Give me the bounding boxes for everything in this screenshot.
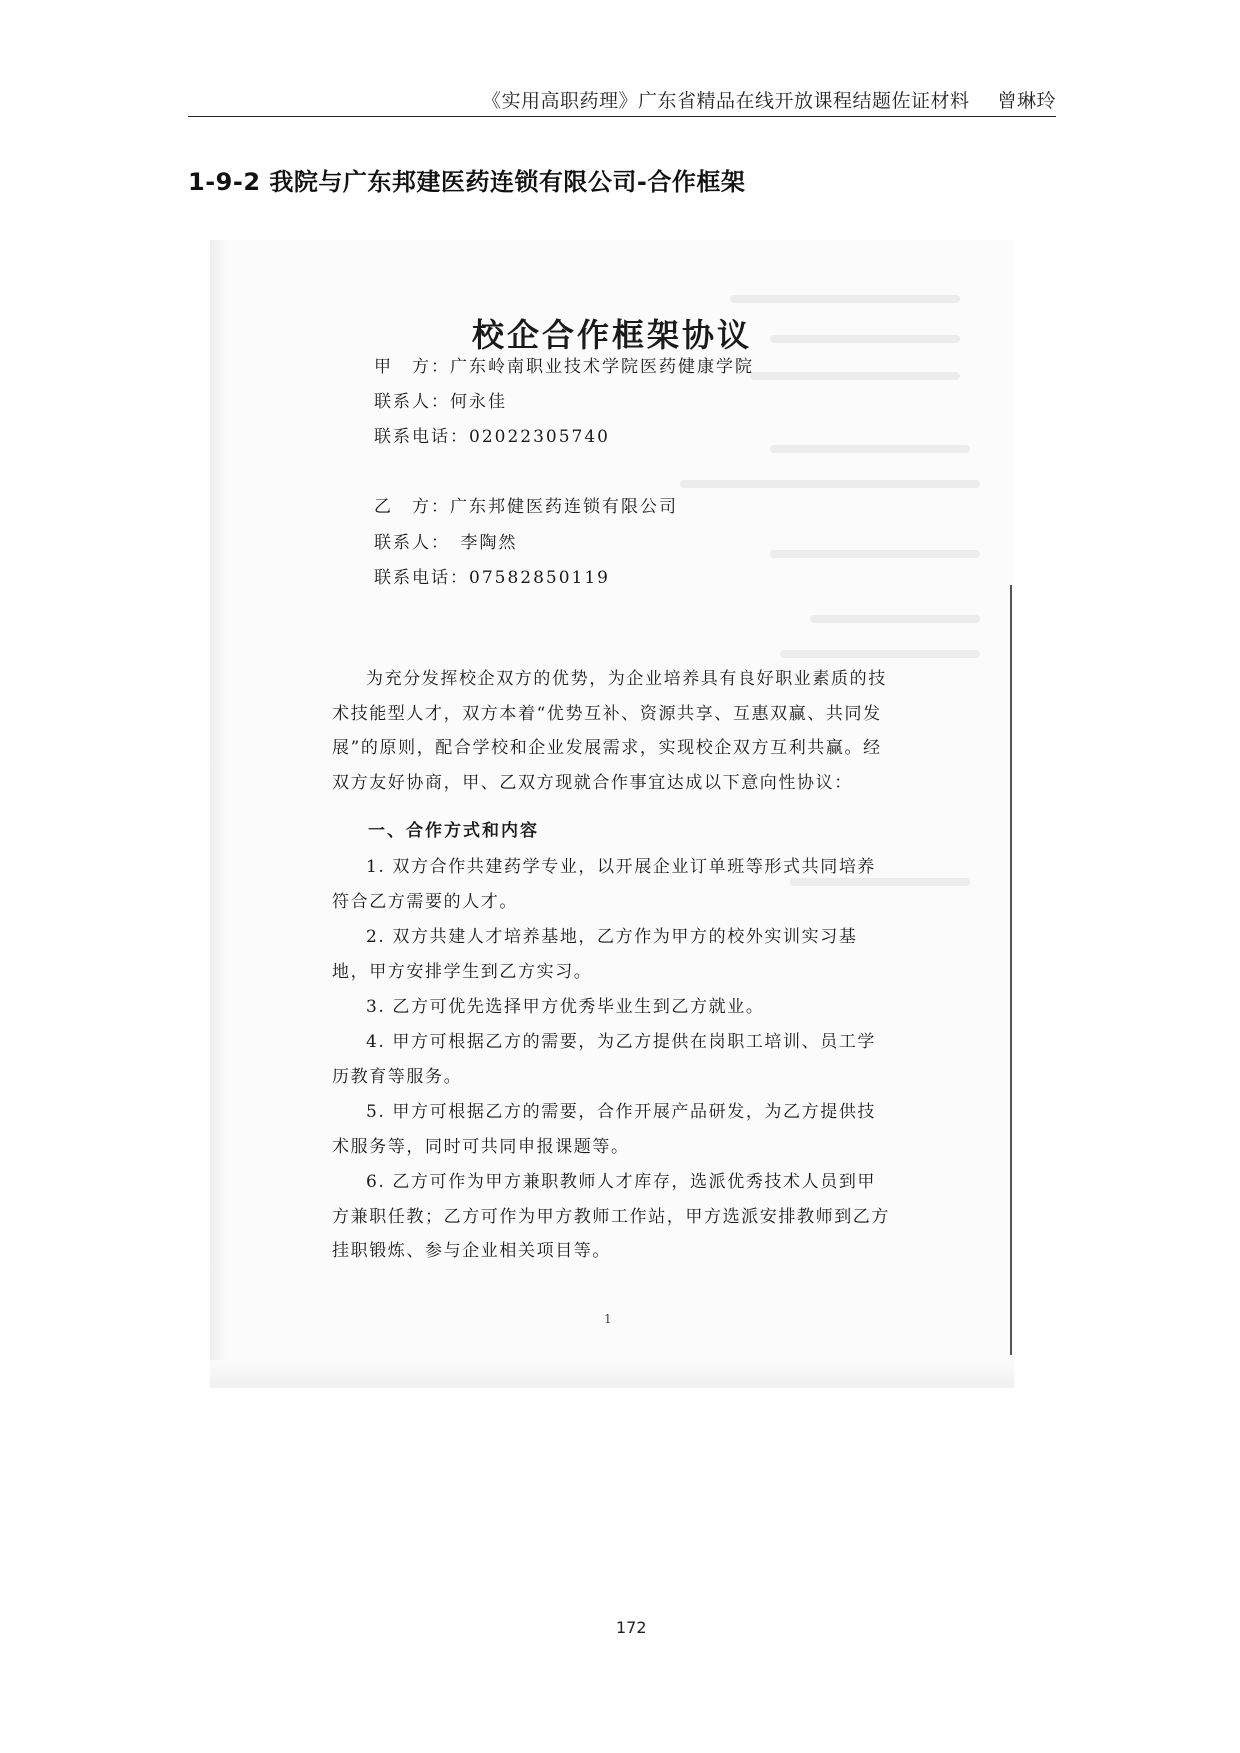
- scan-page-number: 1: [604, 1312, 612, 1326]
- clause-item: 3. 乙方可优先选择甲方优秀毕业生到乙方就业。: [366, 997, 765, 1017]
- clause-item: 4. 甲方可根据乙方的需要，为乙方提供在岗职工培训、员工学历教育等服务。: [332, 1032, 877, 1087]
- party-b-phone: 联系电话：07582850119: [374, 568, 610, 588]
- agreement-document: [210, 240, 1014, 1388]
- clause-item: 5. 甲方可根据乙方的需要，合作开展产品研发，为乙方提供技术服务等，同时可共同申报课题等。: [332, 1102, 877, 1157]
- clause-item: 1. 双方合作共建药学专业，以开展企业订单班等形式共同培养符合乙方需要的人才。: [332, 857, 877, 912]
- header-text: [482, 86, 1056, 113]
- header-author: 曾琳玲: [997, 90, 1056, 112]
- page-header: [188, 86, 1056, 117]
- header-title: 《实用高职药理》广东省精品在线开放课程结题佐证材料: [481, 90, 970, 112]
- section-title: 1-9-2 我院与广东邦建医药连锁有限公司-合作框架: [188, 168, 746, 196]
- scanned-document-image: [210, 240, 1014, 1388]
- clause-section-heading: 一、合作方式和内容: [368, 821, 539, 841]
- agreement-title: 校企合作框架协议: [471, 316, 752, 354]
- party-a-name: 甲 方：广东岭南职业技术学院医药健康学院: [374, 357, 754, 377]
- page-number: 172: [616, 1618, 647, 1637]
- party-b-contact: 联系人： 李陶然: [374, 533, 518, 553]
- party-a-contact: 联系人：何永佳: [374, 392, 507, 412]
- party-a-phone: 联系电话：02022305740: [374, 427, 610, 447]
- clause-item: 2. 双方共建人才培养基地，乙方作为甲方的校外实训实习基地，甲方安排学生到乙方实习。: [332, 927, 858, 982]
- agreement-intro: 为充分发挥校企双方的优势，为企业培养具有良好职业素质的技术技能型人才，双方本着“优势互补、资源共享、互惠双赢、共同发展”的原则，配合学校和企业发展需求，实现校企双方互利共赢。经双方友好协商，甲、乙双方现就合作事宜达成以下意向性协议：: [332, 669, 887, 793]
- clause-item: 6. 乙方可作为甲方兼职教师人才库存，选派优秀技术人员到甲方兼职任教；乙方可作为甲方教师工作站，甲方选派安排教师到乙方挂职锻炼、参与企业相关项目等。: [332, 1172, 890, 1262]
- party-b-name: 乙 方：广东邦健医药连锁有限公司: [374, 497, 678, 517]
